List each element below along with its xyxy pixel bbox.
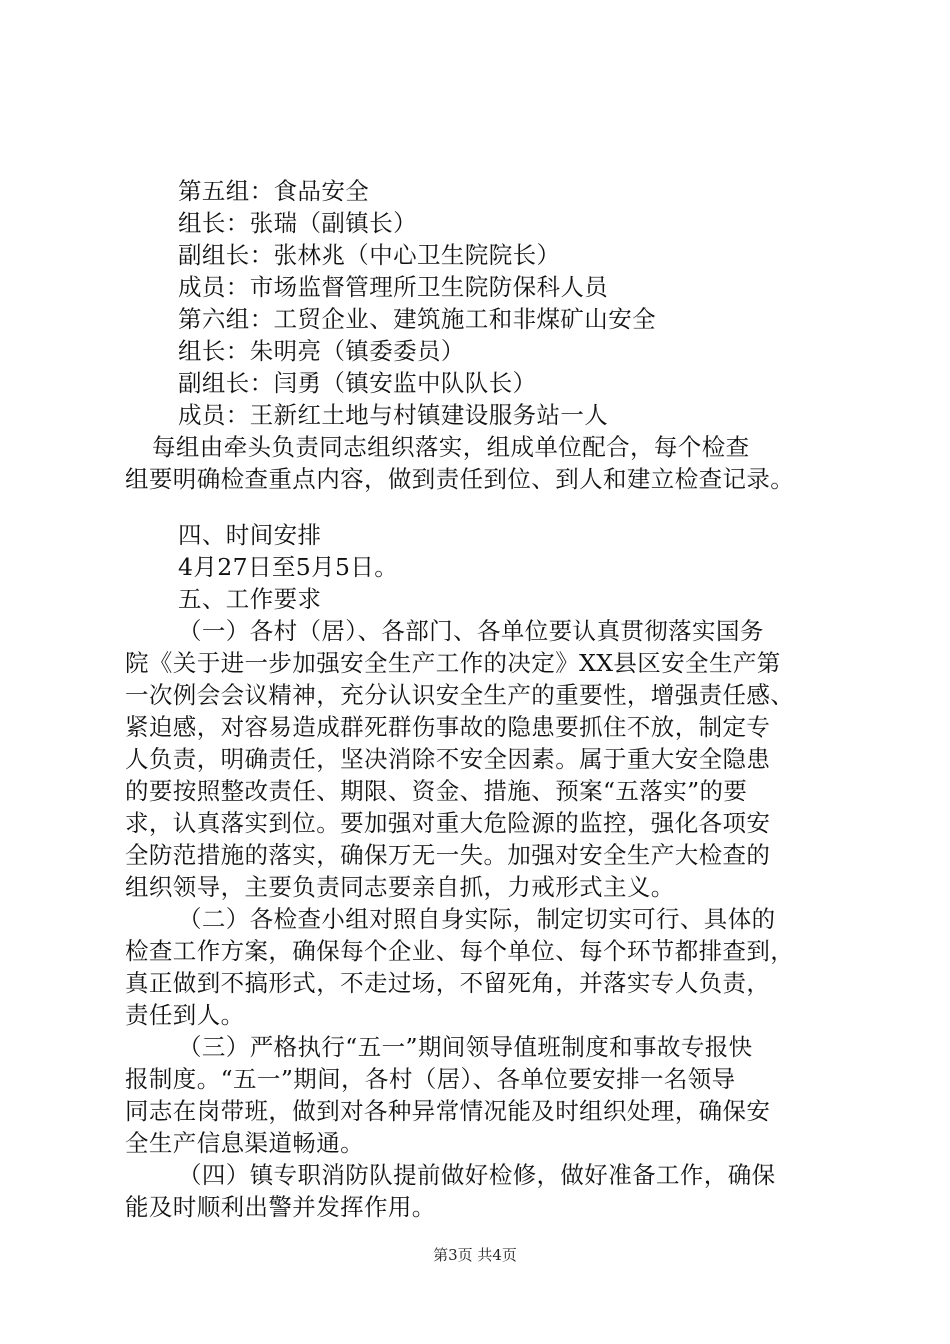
p1-line: 全防范措施的落实，确保万无一失。加强对安全生产大检查的: [125, 841, 771, 869]
group6-title: 第六组：工贸企业、建筑施工和非煤矿山安全: [178, 305, 656, 333]
p4-line: 能及时顺利出警并发挥作用。: [125, 1193, 436, 1221]
group5-deputy: 副组长：张林兆（中心卫生院院长）: [178, 241, 561, 269]
group6-deputy: 副组长：闫勇（镇安监中队队长）: [178, 369, 537, 397]
p2-line: （二）各检查小组对照自身实际，制定切实可行、具体的: [178, 905, 776, 933]
group-note-line-1: 每组由牵头负责同志组织落实，组成单位配合，每个检查: [152, 433, 750, 461]
section4-heading: 四、时间安排: [178, 521, 322, 549]
section4-date-range: 4月27日至5月5日。: [178, 553, 399, 581]
p1-line: 组织领导，主要负责同志要亲自抓，力戒形式主义。: [125, 873, 675, 901]
p2-line: 检查工作方案，确保每个企业、每个单位、每个环节都排查到，: [125, 937, 795, 965]
p1-line: 紧迫感，对容易造成群死群伤事故的隐患要抓住不放，制定专: [125, 713, 771, 741]
group6-members: 成员：王新红土地与村镇建设服务站一人: [178, 401, 609, 429]
p1-line: 的要按照整改责任、期限、资金、措施、预案“五落实”的要: [125, 777, 748, 805]
p3-line: 同志在岗带班，做到对各种异常情况能及时组织处理，确保安: [125, 1097, 771, 1125]
p4-line: （四）镇专职消防队提前做好检修，做好准备工作，确保: [178, 1161, 776, 1189]
p1-line: 一次例会会议精神，充分认识安全生产的重要性，增强责任感、: [125, 681, 795, 709]
page-footer: 第3页 共4页: [433, 1246, 517, 1264]
p1-line: 人负责，明确责任，坚决消除不安全因素。属于重大安全隐患: [125, 745, 771, 773]
group6-leader: 组长：朱明亮（镇委委员）: [178, 337, 465, 365]
group-note-line-2: 组要明确检查重点内容，做到责任到位、到人和建立检查记录。: [125, 465, 795, 493]
p1-line: 求，认真落实到位。要加强对重大危险源的监控，强化各项安: [125, 809, 771, 837]
section5-heading: 五、工作要求: [178, 585, 322, 613]
p1-line: 院《关于进一步加强安全生产工作的决定》XX县区安全生产第: [125, 649, 781, 677]
p3-line: 全生产信息渠道畅通。: [125, 1129, 364, 1157]
group5-leader: 组长：张瑞（副镇长）: [178, 209, 417, 237]
p3-line: 报制度。“五一”期间，各村（居）、各单位要安排一名领导: [125, 1065, 736, 1093]
p3-line: （三）严格执行“五一”期间领导值班制度和事故专报快: [178, 1033, 753, 1061]
p1-line: （一）各村（居）、各部门、各单位要认真贯彻落实国务: [178, 617, 764, 645]
p2-line: 真正做到不搞形式，不走过场，不留死角，并落实专人负责，: [125, 969, 771, 997]
group5-title: 第五组：食品安全: [178, 177, 370, 205]
p2-line: 责任到人。: [125, 1001, 245, 1029]
group5-members: 成员：市场监督管理所卫生院防保科人员: [178, 273, 609, 301]
